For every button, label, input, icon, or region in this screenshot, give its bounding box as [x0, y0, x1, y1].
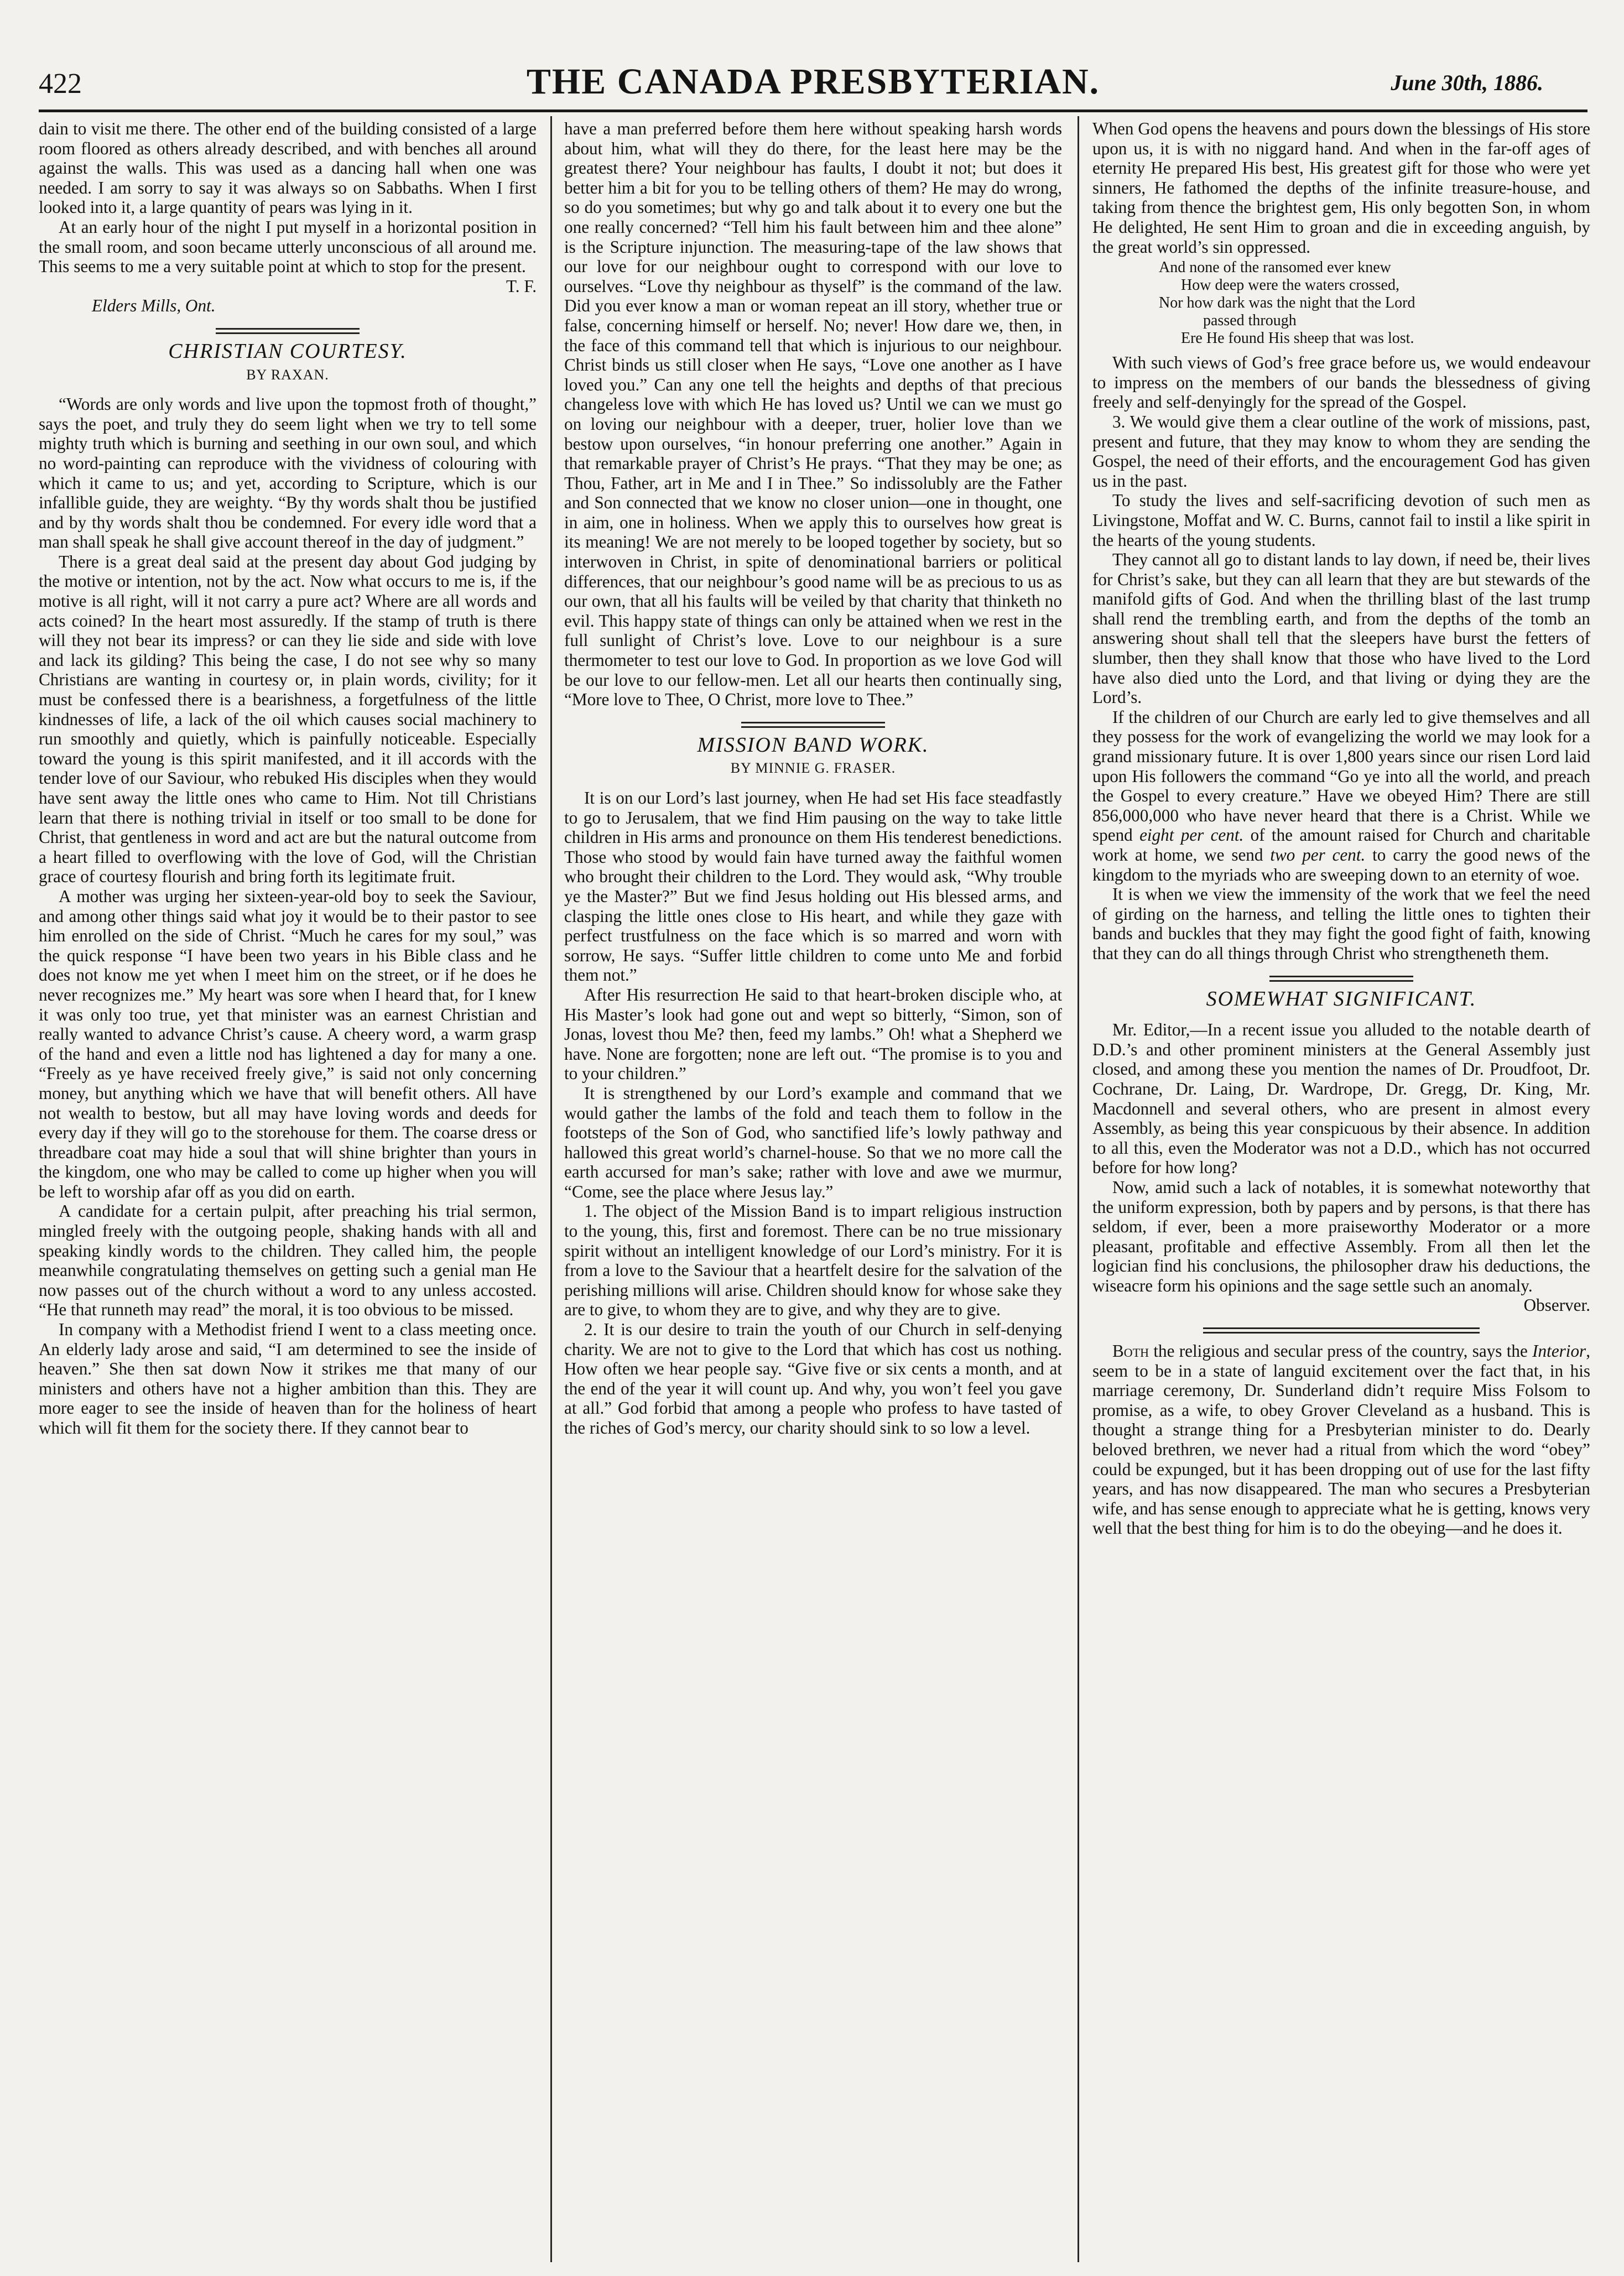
author-initials: T. F.	[506, 276, 537, 296]
column-2	[564, 119, 1062, 2268]
page-number: 422	[39, 68, 82, 100]
paragraph: A mother was urging her sixteen-year-old boy to seek the Saviour, and among other things said what joy it would be to their pastor to see him enrolled on the side of Christ. “Much he cares for my soul,” was the quick response “I have been two years in his Bible class and he does not know me yet when I meet him on the street, or if he does he never recognizes me.” My heart was sore when I heard that, for I knew it was only too true, yet that minister was an earnest Christian and really wanted to advance Christ’s cause. A cheery word, a warm grasp of the hand and even a little nod has lightened a day for many a one. “Freely as ye have received freely give,” is said not only concerning money, but anything which we have that will benefit others. All have not wealth to bestow, but all may have loving words and deeds for every day if they will go to the storehouse for them. The coarse dress or threadbare coat may hide a soul that will shine brighter than yours in the kingdom, one who may be called to come up higher when you will be left to worship afar off as you did on earth.	[39, 886, 537, 1201]
paragraph: It is strengthened by our Lord’s example and command that we would gather the lambs of the fold and teach them to follow in the footsteps of the Son of God, who sanctified life’s lowly pathway and hallowed this great world’s charnel-house. So that we no more call the earth accursed for man’s sake; rather with love and awe we murmur, “Come, see the place where Jesus lay.”	[564, 1083, 1062, 1201]
masthead-rule	[39, 110, 1587, 112]
article-byline: BY MINNIE G. FRASER.	[730, 760, 896, 777]
section-rule	[741, 722, 885, 728]
column-1	[39, 119, 537, 2268]
column-3	[1092, 119, 1590, 2268]
text-run: If the children of our Church are early led to give themselves and all they possess for the work of evangelizing the world we may look for a grand missionary future. It is over 1,800 years since our risen Lord laid upon His followers the command “Go ye into all the world, and preach the Gospel to every creature.” Have we obeyed Him? There are still 856,000,000 who have never heard that there is a Christ. While we spend	[1092, 707, 1590, 845]
paragraph: Now, amid such a lack of notables, it is somewhat noteworthy that the uniform expression, both by papers and by persons, is that there has seldom, if ever, been a more praiseworthy Moderator or a more pleasant, profitable and effective Assembly. From all then let the logician find his conclusions, the philosopher draw his deductions, the wiseacre form his opinions and the sage settle such an anomaly.	[1092, 1177, 1590, 1295]
author-signature: Observer.	[1523, 1295, 1590, 1315]
emphasis-text: Interior	[1532, 1341, 1586, 1361]
column-divider-1	[550, 116, 552, 2262]
paragraph: In company with a Methodist friend I went to a class meeting once. An elderly lady arose and said, “I am determined to see the inside of heaven.” She then sat down Now it strikes me that many of our ministers and others have not a higher ambition than this. They are more eager to see the inside of heaven than for the holiness of heart which will fit them for the society there. If they cannot bear to	[39, 1320, 537, 1438]
lead-word: Both	[1112, 1341, 1149, 1361]
text-run: to carry the good news of the kingdom to the myriads who are sweeping down to an eternity of woe.	[1092, 845, 1590, 884]
poem-line: passed through	[1203, 312, 1297, 330]
article-title: CHRISTIAN COURTESY.	[168, 339, 407, 363]
paragraph: It is when we view the immensity of the work that we feel the need of girding on the harness, and telling the little ones to tighten their bands and buckles that they may fight the good fight of faith, knowing that they can do all things through Christ who strengtheneth them.	[1092, 884, 1590, 963]
poem-line: And none of the ransomed ever knew	[1159, 259, 1391, 277]
paragraph: have a man preferred before them here without speaking harsh words about him, what will they do there, for the least here may be the greatest there? Your neighbour has faults, I doubt it not; but does it better him a bit for you to be telling others of them? He may do wrong, so do you sometimes; but why go and talk about it to every one but the one really concerned? “Tell him his fault between him and thee alone” is the Scripture injunction. The measuring-tape of the law shows that our love for our neighbour ought to correspond with our love to ourselves. “Love thy neighbour as thyself” is the command of the law. Did you ever know a man or woman repeat an ill story, whether true or false, concerning himself or herself. No; never! How dare we, then, in the face of this command tell that which is injurious to our neighbour. Christ binds us still closer when He says, “Love one another as I have loved you.” Can any one tell the heights and depths of that precious changeless love with which He has loved us? Until we can we must go on loving our neighbour with a deeper, truer, holier love than we bestow upon ourselves, “in honour preferring one another.” Again in that remarkable prayer of Christ’s He prays. “That they may be one; as Thou, Father, art in Me and I in Thee.” So indissolubly are the Father and Son connected that we know no closer union—one in thought, one in aim, one in holiness. When we apply this to ourselves how great is its meaning! We are not merely to be looped together by society, but so interwoven in Christ, in spite of denominational barriers or political differences, that our neighbour’s good name will be as precious to us as our own, that all his faults will be veiled by that charity that thinketh no evil. This happy state of things can only be attained when we rest in the full sunlight of Christ’s love. Love to our neighbour is a sure thermometer to test our love to God. In proportion as we love God will be our love to our fellow-men. Let all our hearts then continually sing, “More love to Thee, O Christ, more love to Thee.”	[564, 119, 1062, 710]
paragraph: At an early hour of the night I put myself in a horizontal position in the small room, and soon became utterly unconscious of all around me. This seems to me a very suitable point at which to stop for the present.	[39, 217, 537, 277]
section-rule	[1203, 1327, 1480, 1334]
poem-line: How deep were the waters crossed,	[1181, 277, 1399, 294]
paragraph: After His resurrection He said to that heart-broken disciple who, at His Master’s look had gone out and wept so bitterly, “Simon, son of Jonas, lovest thou Me? then, feed my lambs.” Oh! what a Shepherd we have. None are forgotten; none are left out. “The promise is to you and to your children.”	[564, 985, 1062, 1084]
text-run: , seem to be in a state of languid excitement over the fact that, in his marriage ceremony, Dr. Sunderland didn’t require Miss Folsom to promise, as a wife, to obey Grover Cleveland as a husband. This is thought a strange thing for a Presbyterian minister to do. Dearly beloved brethren, we never had a ritual from which the word “obey” could be expunged, but it has been dropping out of use for the last fifty years, and has now disappeared. The man who secures a Presbyterian wife, and has sense enough to appreciate what he is getting, knows very well that the best thing for him is to do the obeying—and he does it.	[1092, 1341, 1590, 1538]
section-rule	[1269, 976, 1413, 982]
paragraph: A candidate for a certain pulpit, after preaching his trial sermon, mingled freely with the outgoing people, shaking hands with all and speaking kindly words to the children. They called him, the people meanwhile congratulating themselves on getting such a genial man He now passes out of the church without a word to any unless accosted. “He that runneth may read” the moral, it is too obvious to be missed.	[39, 1201, 537, 1320]
text-run: of the amount raised for Church and charitable work at home, we send	[1092, 825, 1590, 864]
paragraph: Mr. Editor,—In a recent issue you alluded to the notable dearth of D.D.’s and other prominent ministers at the General Assembly just closed, and among these you mention the names of Dr. Proudfoot, Dr. Cochrane, Dr. Laing, Dr. Wardrope, Dr. Gregg, Dr. King, Mr. Macdonnell and several others, who are present in almost every Assembly, as being this year conspicuous by their absence. In addition to all this, even the Moderator was not a D.D., which has not occurred before for how long?	[1092, 1020, 1590, 1178]
dateline-place: Elders Mills, Ont.	[92, 296, 216, 316]
poem-line: Ere He found His sheep that was lost.	[1181, 330, 1414, 347]
paragraph: 3. We would give them a clear outline of the work of missions, past, present and future, that they may know to whom they are sending the Gospel, the need of their efforts, and the encouragement God has given us in the past.	[1092, 412, 1590, 491]
poem-line: Nor how dark was the night that the Lord	[1159, 294, 1415, 312]
paragraph	[1092, 707, 1590, 884]
emphasis-text: two per cent.	[1270, 845, 1366, 864]
poem-quote	[1092, 259, 1590, 347]
paragraph: dain to visit me there. The other end of the building consisted of a large room floored as others already described, and with benches all around against the walls. This was used as a dancing hall when one was needed. I am sorry to say it was always so on Sabbaths. When I first looked into it, a large quantity of pears was lying in it.	[39, 119, 537, 217]
paragraph: To study the lives and self-sacrificing devotion of such men as Livingstone, Moffat and W. C. Burns, cannot fail to instil a like spirit in the hearts of the young students.	[1092, 491, 1590, 550]
column-divider-2	[1078, 116, 1079, 2262]
text-run: the religious and secular press of the country, says the	[1149, 1341, 1533, 1361]
issue-date: June 30th, 1886.	[1391, 70, 1543, 95]
paragraph: 1. The object of the Mission Band is to impart religious instruction to the young, this, first and foremost. There can be no true missionary spirit without an intelligent knowledge of our Lord’s ministry. For it is from a love to the Saviour that a heartfelt desire for the salvation of the perishing millions will arise. Children should know for whose sake they are to give, to whom they are to give, and why they are to give.	[564, 1201, 1062, 1320]
article-title: SOMEWHAT SIGNIFICANT.	[1206, 987, 1477, 1011]
paragraph: When God opens the heavens and pours down the blessings of His store upon us, it is with no niggard hand. And when in the far-off ages of eternity He prepared His best, His greatest gift for those who were yet sinners, He fathomed the depths of the infinite treasure-house, and taking from thence the brightest gem, His only begotten Son, in whom He delighted, He sent Him to groan and die in exceeding anguish, by the great world’s sin oppressed.	[1092, 119, 1590, 257]
paragraph: 2. It is our desire to train the youth of our Church in self-denying charity. We are not to give to the Lord that which has cost us nothing. How often we hear people say. “Give five or six cents a month, and at the end of the year it will count up. And why, you won’t feel you gave at all.” God forbid that among a people who profess to have tasted of the riches of God’s mercy, our charity should sink to so low a level.	[564, 1320, 1062, 1438]
paragraph: They cannot all go to distant lands to lay down, if need be, their lives for Christ’s sake, but they can all learn that they are but stewards of the manifold gifts of God. And when the thrilling blast of the last trump shall rend the trembling earth, and from the depths of the tomb an answering shout shall tell that the sleepers have burst the fetters of slumber, then they shall know that those who have lived to the Lord have also died unto the Lord, and that living or dying they are the Lord’s.	[1092, 550, 1590, 707]
paragraph: With such views of God’s free grace before us, we would endeavour to impress on the members of our bands the blessedness of giving freely and self-denyingly for the spread of the Gospel.	[1092, 353, 1590, 412]
emphasis-text: eight per cent.	[1139, 825, 1244, 845]
newspaper-title: THE CANADA PRESBYTERIAN.	[526, 61, 1100, 102]
article-byline: BY RAXAN.	[246, 366, 329, 383]
paragraph: “Words are only words and live upon the topmost froth of thought,” says the poet, and truly they do seem light when we try to tell some mighty truth which is burning and seething in our own soul, and which no word-painting can reproduce with the vividness of colouring with which it came to us; and yet, according to Scripture, which is our infallible guide, they are weighty. “By thy words shalt thou be justified and by thy words shalt thou be condemned. For every idle word that a man shall speak he shall give account thereof in the day of judgment.”	[39, 394, 537, 552]
masthead	[39, 61, 1624, 105]
article-title: MISSION BAND WORK.	[697, 733, 929, 757]
paragraph: There is a great deal said at the present day about God judging by the motive or intention, not by the act. Now what occurs to me is, if the motive is all right, will it not carry a pure act? Where are all words and acts coined? In the heart most assuredly. If the stamp of truth is there will they not bear its impress? or can they lie side and side with love and lack its gilding? This being the case, I do not see why so many Christians are wanting in courtesy or, in plain words, civility; for it must be confessed there is a bearishness, a forgetfulness of the little kindnesses of life, a lack of the oil which causes social machinery to run smoothly and quietly, which is painfully noticeable. Especially toward the young is this spirit manifested, and it ill accords with the tender love of our Saviour, who rebuked His disciples when they would have sent away the little ones who came to Him. Not till Christians learn that there is nothing trivial in itself or too small to be done for Christ, that gentleness in word and act are but the natural outcome from a heart filled to overflowing with the love of God, will the Christian grace of courtesy flourish and bring forth its legitimate fruit.	[39, 551, 537, 887]
paragraph	[1092, 1341, 1590, 1538]
section-rule	[216, 328, 360, 334]
paragraph: It is on our Lord’s last journey, when He had set His face steadfastly to go to Jerusalem, that we find Him pausing on the way to take little children in His arms and pronounce on them His tenderest benedictions. Those who stood by would fain have turned away the faithful women who brought their children to the Lord. They would ask, “Why trouble ye the Master?” But we find Jesus holding out His blessed arms, and clasping the little ones close to His heart, and while they gaze with perfect trustfulness on the face which is so marred and worn with sorrow, He says. “Suffer little children to come unto Me and forbid them not.”	[564, 788, 1062, 985]
